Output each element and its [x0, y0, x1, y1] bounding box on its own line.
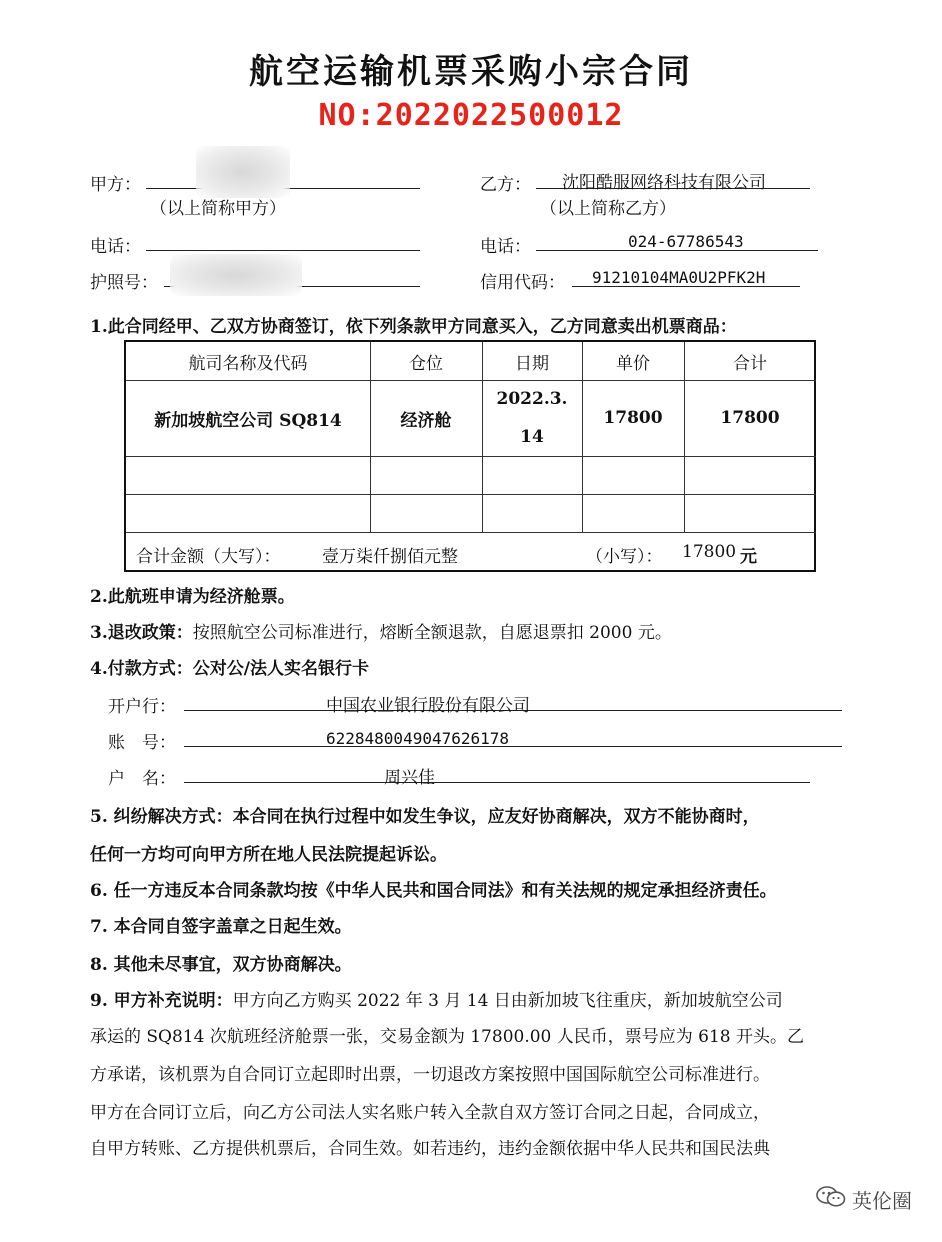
total-words: 壹万柒仟捌佰元整: [322, 547, 458, 567]
total-unit: 元: [740, 547, 757, 567]
party-a-phone-line: [146, 228, 420, 251]
party-b-phone-label: 电话：: [480, 237, 531, 257]
clause-9-line2: 承运的 SQ814 次航班经济舱票一张，交易金额为 17800.00 人民币，票号应为 618 开头。乙: [90, 1027, 805, 1047]
clause-2: 2.此航班申请为经济舱票。: [90, 587, 295, 607]
header-date: 日期: [515, 353, 549, 374]
party-b-name: 沈阳酷服网络科技有限公司: [562, 173, 766, 193]
clause-9-line3: 方承诺，该机票为自合同订立起即时出票，一切退改方案按照中国国际航空公司标准进行。: [90, 1065, 770, 1085]
clause-4: 4.付款方式：公对公/法人实名银行卡: [90, 659, 369, 679]
clause-3: [90, 618, 672, 643]
cell-date-line2: 14: [520, 427, 544, 447]
clause-6: 6. 任一方违反本合同条款均按《中华人民共和国合同法》和有关法规的规定承担经济责任。: [90, 881, 777, 901]
watermark-text: 英伦圈: [852, 1189, 912, 1213]
party-a-note: （以上简称甲方）: [150, 199, 286, 219]
clause-3-text: 按照航空公司标准进行，熔断全额退款，自愿退票扣 2000 元。: [192, 623, 672, 643]
redacted-passport: [170, 254, 302, 296]
header-airline: 航司名称及代码: [188, 353, 308, 374]
header-price: 单价: [616, 353, 650, 374]
wechat-icon: [816, 1185, 846, 1214]
account-label: 账 号：: [108, 733, 176, 753]
header-total: 合计: [733, 353, 767, 374]
clause-5-line2: 任何一方均可向甲方所在地人民法院提起诉讼。: [90, 845, 447, 865]
total-small: 17800: [682, 542, 737, 562]
party-b-credit-label: 信用代码：: [480, 273, 565, 293]
party-a-label: 甲方：: [90, 175, 141, 195]
clause-9-line5: 自甲方转账、乙方提供机票后，合同生效。如若违约，违约金额依据中华人民共和国民法典: [90, 1139, 770, 1159]
party-b-phone: 024-67786543: [628, 232, 744, 251]
holder-line: [184, 760, 810, 783]
clause-5-line1: 5. 纠纷解决方式：本合同在执行过程中如发生争议，应友好协商解决，双方不能协商时，: [90, 807, 760, 827]
clause-9-heading: 9. 甲方补充说明：: [90, 991, 233, 1011]
bank-label: 开户行：: [108, 697, 176, 717]
cell-airline: 新加坡航空公司 SQ814: [154, 410, 342, 431]
party-b-credit-code: 91210104MA0U2PFK2H: [592, 268, 766, 287]
watermark: [816, 1185, 912, 1214]
clause-1: 1.此合同经甲、乙双方协商签订，依下列条款甲方同意买入，乙方同意卖出机票商品：: [90, 317, 737, 337]
clause-9-text-1: 甲方向乙方购买 2022 年 3 月 14 日由新加坡飞往重庆，新加坡航空公司: [232, 991, 783, 1011]
clause-9-line4: 甲方在合同订立后，向乙方公司法人实名账户转入全款自双方签订合同之日起，合同成立，: [90, 1103, 770, 1123]
holder-label: 户 名：: [108, 769, 176, 789]
clause-3-heading: 3.退改政策：: [90, 623, 193, 643]
contract-number: NO:2022022500012: [318, 98, 624, 133]
header-cabin: 仓位: [409, 353, 443, 374]
cell-date-line1: 2022.3.: [496, 389, 568, 409]
cell-price: 17800: [603, 408, 663, 428]
party-a-phone-label: 电话：: [90, 237, 141, 257]
ticket-table: [124, 340, 816, 572]
cell-total: 17800: [720, 408, 780, 428]
holder-name: 周兴佳: [384, 768, 435, 788]
cell-date: [482, 380, 582, 456]
clause-9-line1: [90, 986, 783, 1011]
clause-8: 8. 其他未尽事宜，双方协商解决。: [90, 955, 352, 975]
party-b-note: （以上简称乙方）: [540, 199, 676, 219]
redacted-party-a-name: [196, 146, 290, 198]
account-line: [184, 724, 842, 747]
account-number: 6228480049047626178: [326, 729, 510, 748]
cell-cabin: 经济舱: [400, 410, 452, 431]
party-a-passport-label: 护照号：: [90, 273, 158, 293]
bank-name: 中国农业银行股份有限公司: [326, 696, 530, 716]
clause-7: 7. 本合同自签字盖章之日起生效。: [90, 917, 352, 937]
party-b-label: 乙方：: [480, 175, 531, 195]
total-small-label: （小写）：: [586, 547, 663, 567]
contract-title: 航空运输机票采购小宗合同: [249, 52, 693, 92]
total-words-label: 合计金额（大写）：: [136, 547, 281, 567]
